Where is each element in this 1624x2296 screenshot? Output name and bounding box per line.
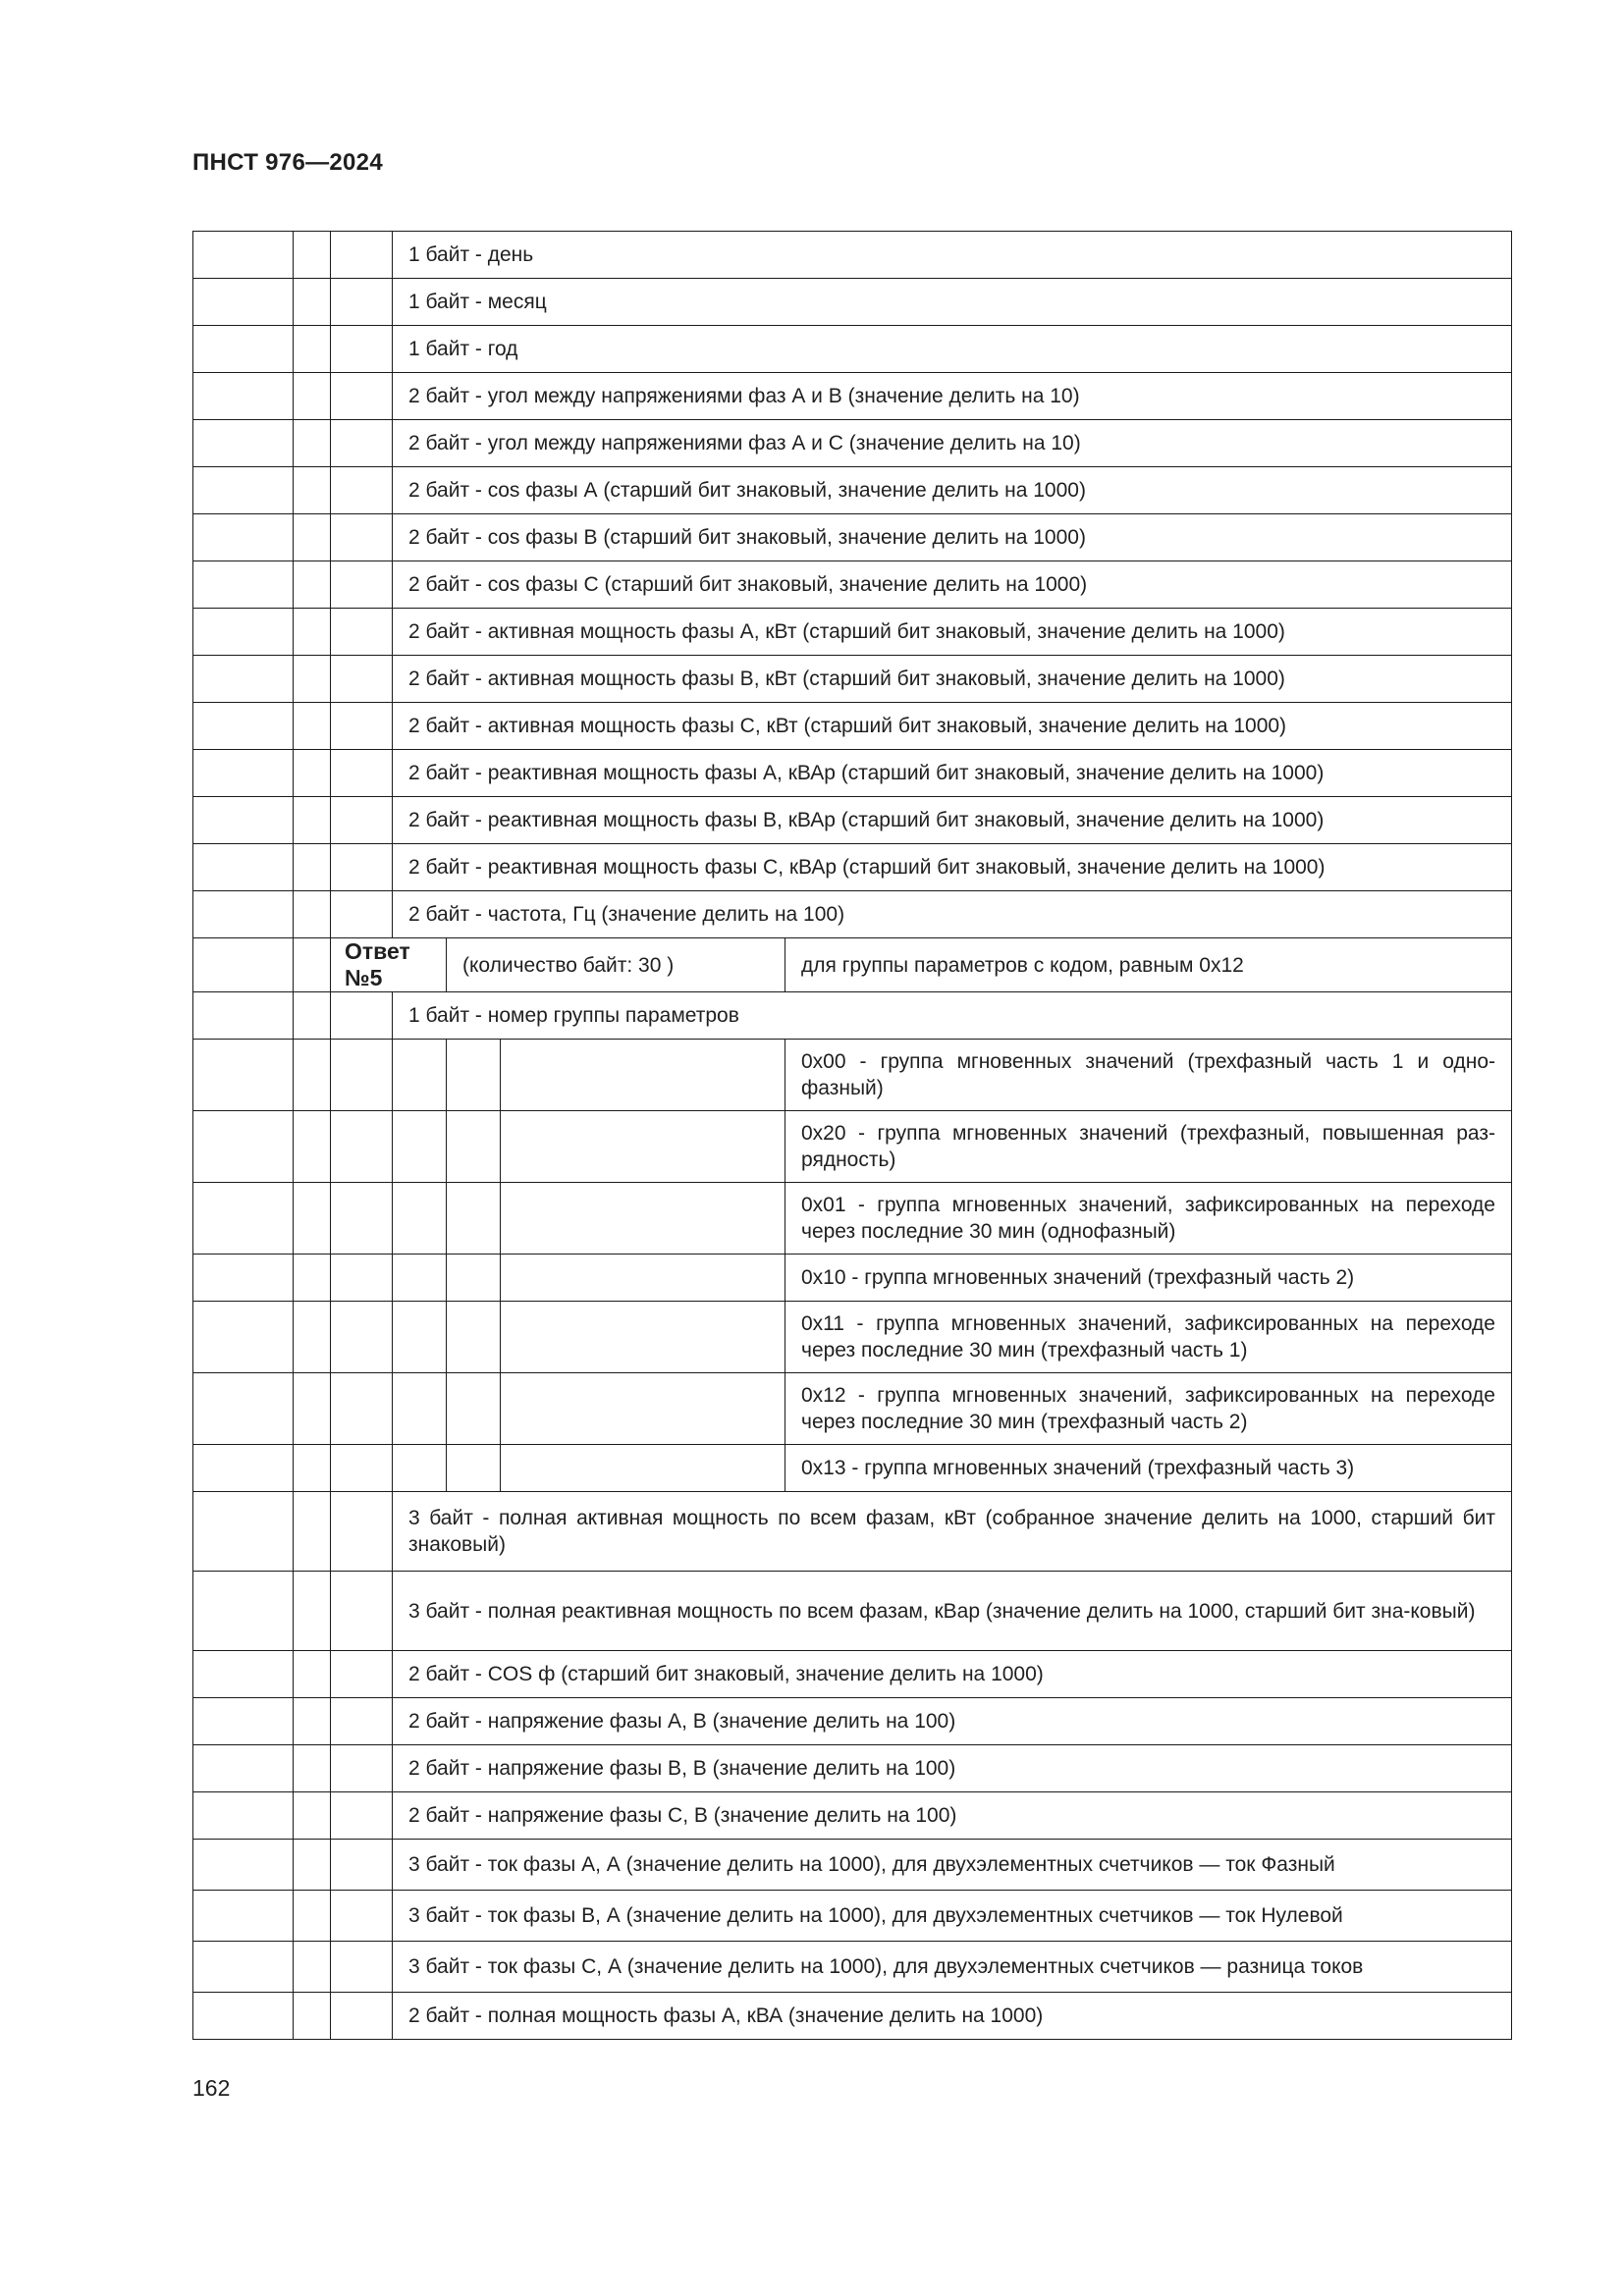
field-description: 2 байт - cos фазы А (старший бит знаковый, значение делить на 1000) [393,467,1512,514]
empty-cell [331,373,393,420]
empty-cell [447,1302,501,1373]
empty-cell [193,420,294,467]
empty-cell [193,1572,294,1651]
empty-cell [331,1891,393,1942]
empty-cell [393,1111,447,1183]
empty-cell [501,1183,785,1255]
field-description: 2 байт - напряжение фазы С, В (значение делить на 100) [393,1792,1512,1840]
group-code-row [193,1373,1512,1445]
table-row [193,232,1512,279]
field-description: 1 байт - день [393,232,1512,279]
empty-cell [294,279,331,326]
empty-cell [294,891,331,938]
table-row [193,1792,1512,1840]
field-description: 2 байт - активная мощность фазы В, кВт (старший бит знаковый, значение делить на 1000) [393,656,1512,703]
table-row [193,750,1512,797]
empty-cell [193,232,294,279]
empty-cell [193,1745,294,1792]
empty-cell [294,750,331,797]
empty-cell [331,1745,393,1792]
field-description: 1 байт - номер группы параметров [393,992,1512,1040]
empty-cell [294,703,331,750]
field-description: 3 байт - ток фазы А, А (значение делить на 1000), для двухэлементных счетчиков — ток Фазный [393,1840,1512,1891]
empty-cell [193,1792,294,1840]
field-description: 3 байт - полная реактивная мощность по всем фазам, кВар (значение делить на 1000, старший бит зна-ковый) [393,1572,1512,1651]
table-row [193,891,1512,938]
table-row [193,1993,1512,2040]
empty-cell [331,1572,393,1651]
empty-cell [393,1255,447,1302]
empty-cell [193,844,294,891]
empty-cell [294,1792,331,1840]
empty-cell [193,561,294,609]
empty-cell [331,1445,393,1492]
empty-cell [331,279,393,326]
table-row [193,279,1512,326]
empty-cell [193,1698,294,1745]
empty-cell [193,750,294,797]
empty-cell [331,326,393,373]
table-row [193,1840,1512,1891]
empty-cell [447,1183,501,1255]
table-row [193,844,1512,891]
empty-cell [294,1745,331,1792]
empty-cell [331,232,393,279]
table-row [193,467,1512,514]
empty-cell [294,992,331,1040]
empty-cell [294,1111,331,1183]
empty-cell [393,1183,447,1255]
empty-cell [294,1572,331,1651]
empty-cell [193,938,294,992]
field-description: 2 байт - cos фазы В (старший бит знаковый, значение делить на 1000) [393,514,1512,561]
empty-cell [294,467,331,514]
field-description: 2 байт - реактивная мощность фазы В, кВАр (старший бит знаковый, значение делить на 1000) [393,797,1512,844]
empty-cell [393,1302,447,1373]
field-description: 2 байт - реактивная мощность фазы С, кВАр (старший бит знаковый, значение делить на 1000) [393,844,1512,891]
empty-cell [193,1373,294,1445]
field-description: 2 байт - напряжение фазы В, В (значение делить на 100) [393,1745,1512,1792]
empty-cell [294,797,331,844]
table-row [193,1698,1512,1745]
empty-cell [331,561,393,609]
empty-cell [294,1040,331,1111]
empty-cell [193,1255,294,1302]
table-row [193,1651,1512,1698]
group-code-description: 0x01 - группа мгновенных значений, зафиксированных на переходе через последние 30 мин (однофазный) [785,1183,1512,1255]
empty-cell [294,1445,331,1492]
empty-cell [501,1373,785,1445]
group-code-row [193,1255,1512,1302]
document-header: ПНСТ 976—2024 [192,149,383,176]
table-row [193,561,1512,609]
field-description: 2 байт - активная мощность фазы А, кВт (старший бит знаковый, значение делить на 1000) [393,609,1512,656]
field-description: 2 байт - активная мощность фазы С, кВт (старший бит знаковый, значение делить на 1000) [393,703,1512,750]
empty-cell [331,992,393,1040]
group-code-description: 0x20 - группа мгновенных значений (трехфазный, повышенная раз-рядность) [785,1111,1512,1183]
field-description: 3 байт - полная активная мощность по всем фазам, кВт (собранное значение делить на 1000, старший бит знаковый) [393,1492,1512,1572]
empty-cell [331,1373,393,1445]
empty-cell [331,1111,393,1183]
group-code-row [193,1445,1512,1492]
table-row [193,1745,1512,1792]
empty-cell [331,750,393,797]
empty-cell [331,1698,393,1745]
empty-cell [294,1183,331,1255]
empty-cell [501,1255,785,1302]
field-description: 1 байт - год [393,326,1512,373]
field-description: 2 байт - cos фазы С (старший бит знаковый, значение делить на 1000) [393,561,1512,609]
empty-cell [393,1040,447,1111]
empty-cell [501,1040,785,1111]
empty-cell [294,609,331,656]
field-description: 2 байт - полная мощность фазы А, кВА (значение делить на 1000) [393,1993,1512,2040]
empty-cell [193,1942,294,1993]
spec-table [192,231,1512,2040]
empty-cell [331,1840,393,1891]
empty-cell [193,609,294,656]
empty-cell [294,844,331,891]
field-description: 3 байт - ток фазы С, А (значение делить на 1000), для двухэлементных счетчиков — разница токов [393,1942,1512,1993]
empty-cell [294,1993,331,2040]
empty-cell [294,1492,331,1572]
empty-cell [193,891,294,938]
empty-cell [331,1040,393,1111]
spec-table-body [193,232,1512,2040]
field-description: 2 байт - угол между напряжениями фаз А и С (значение делить на 10) [393,420,1512,467]
empty-cell [294,232,331,279]
empty-cell [294,1302,331,1373]
empty-cell [294,1698,331,1745]
empty-cell [193,514,294,561]
empty-cell [393,1445,447,1492]
empty-cell [294,1942,331,1993]
table-row [193,1942,1512,1993]
table-row [193,797,1512,844]
empty-cell [331,703,393,750]
table-row [193,1572,1512,1651]
empty-cell [447,1373,501,1445]
group-code-description: 0x11 - группа мгновенных значений, зафиксированных на переходе через последние 30 мин (трехфазный часть 1) [785,1302,1512,1373]
empty-cell [294,373,331,420]
empty-cell [331,1993,393,2040]
field-description: 2 байт - напряжение фазы А, В (значение делить на 100) [393,1698,1512,1745]
field-description: 2 байт - COS ф (старший бит знаковый, значение делить на 1000) [393,1651,1512,1698]
table-row [193,1492,1512,1572]
empty-cell [193,1840,294,1891]
empty-cell [331,1302,393,1373]
empty-cell [331,1942,393,1993]
empty-cell [294,561,331,609]
empty-cell [294,656,331,703]
table-row [193,326,1512,373]
empty-cell [331,1792,393,1840]
empty-cell [193,992,294,1040]
group-code-row [193,1183,1512,1255]
empty-cell [193,1302,294,1373]
answer-title: Ответ №5 [331,938,447,992]
answer-note: для группы параметров с кодом, равным 0x12 [785,938,1512,992]
empty-cell [447,1255,501,1302]
group-code-description: 0x00 - группа мгновенных значений (трехфазный часть 1 и одно-фазный) [785,1040,1512,1111]
field-description: 2 байт - угол между напряжениями фаз А и В (значение делить на 10) [393,373,1512,420]
empty-cell [331,797,393,844]
group-code-description: 0x10 - группа мгновенных значений (трехфазный часть 2) [785,1255,1512,1302]
empty-cell [193,373,294,420]
table-row [193,420,1512,467]
empty-cell [294,1840,331,1891]
group-code-row [193,1040,1512,1111]
empty-cell [193,1183,294,1255]
empty-cell [501,1111,785,1183]
empty-cell [331,514,393,561]
empty-cell [331,467,393,514]
empty-cell [331,844,393,891]
table-row [193,992,1512,1040]
page-number: 162 [192,2075,231,2101]
empty-cell [294,1651,331,1698]
empty-cell [331,1183,393,1255]
table-row [193,609,1512,656]
table-row [193,1891,1512,1942]
empty-cell [331,891,393,938]
empty-cell [193,279,294,326]
empty-cell [193,703,294,750]
empty-cell [193,326,294,373]
empty-cell [331,420,393,467]
group-code-description: 0x13 - группа мгновенных значений (трехфазный часть 3) [785,1445,1512,1492]
answer-byte-count: (количество байт: 30 ) [447,938,785,992]
empty-cell [294,1373,331,1445]
empty-cell [501,1302,785,1373]
empty-cell [193,656,294,703]
empty-cell [447,1445,501,1492]
table-row [193,703,1512,750]
empty-cell [294,420,331,467]
empty-cell [193,1891,294,1942]
empty-cell [193,1040,294,1111]
answer-row [193,938,1512,992]
field-description: 3 байт - ток фазы В, А (значение делить на 1000), для двухэлементных счетчиков — ток Нулевой [393,1891,1512,1942]
empty-cell [331,609,393,656]
table-row [193,514,1512,561]
empty-cell [331,1492,393,1572]
group-code-row [193,1302,1512,1373]
table-row [193,373,1512,420]
empty-cell [294,514,331,561]
empty-cell [501,1445,785,1492]
empty-cell [193,467,294,514]
empty-cell [331,1255,393,1302]
empty-cell [393,1373,447,1445]
empty-cell [447,1040,501,1111]
empty-cell [294,938,331,992]
group-code-row [193,1111,1512,1183]
group-code-description: 0x12 - группа мгновенных значений, зафиксированных на переходе через последние 30 мин (трехфазный часть 2) [785,1373,1512,1445]
empty-cell [447,1111,501,1183]
field-description: 1 байт - месяц [393,279,1512,326]
empty-cell [193,797,294,844]
table-row [193,656,1512,703]
empty-cell [294,1891,331,1942]
empty-cell [193,1445,294,1492]
empty-cell [193,1993,294,2040]
empty-cell [331,656,393,703]
empty-cell [193,1111,294,1183]
empty-cell [331,1651,393,1698]
empty-cell [193,1651,294,1698]
field-description: 2 байт - реактивная мощность фазы А, кВАр (старший бит знаковый, значение делить на 1000) [393,750,1512,797]
empty-cell [294,326,331,373]
empty-cell [193,1492,294,1572]
field-description: 2 байт - частота, Гц (значение делить на 100) [393,891,1512,938]
empty-cell [294,1255,331,1302]
